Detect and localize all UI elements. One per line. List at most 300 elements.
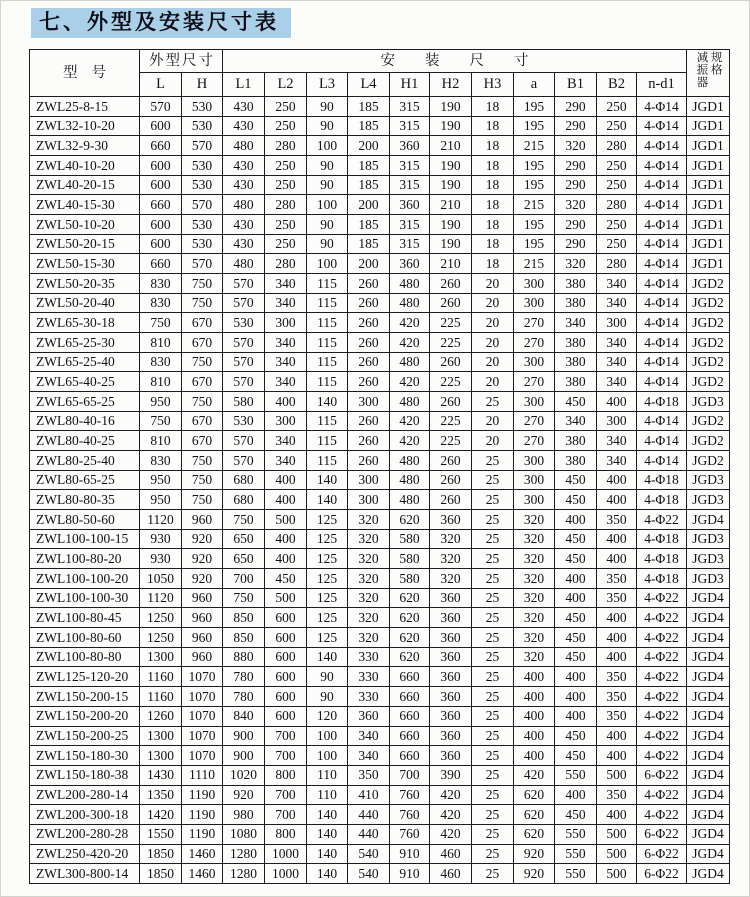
dimension-cell: 300 bbox=[514, 293, 555, 313]
damper-spec-cell: JGD3 bbox=[687, 470, 730, 490]
dimension-cell: 750 bbox=[223, 588, 265, 608]
dimension-cell: 750 bbox=[182, 451, 223, 471]
dimension-cell: 300 bbox=[265, 313, 307, 333]
dimension-cell: 360 bbox=[390, 195, 430, 215]
dimension-cell: 660 bbox=[140, 195, 182, 215]
dimension-cell: 1000 bbox=[265, 864, 307, 884]
dimension-cell: 530 bbox=[182, 215, 223, 235]
dimension-cell: 930 bbox=[140, 529, 182, 549]
dimension-cell: 810 bbox=[140, 333, 182, 353]
dimension-cell: 850 bbox=[223, 628, 265, 648]
dimension-cell: 430 bbox=[223, 215, 265, 235]
dimension-cell: 420 bbox=[430, 824, 472, 844]
model-cell: ZWL65-25-40 bbox=[30, 352, 140, 372]
dimension-cell: 350 bbox=[597, 706, 637, 726]
dimension-cell: 4-Φ14 bbox=[637, 195, 687, 215]
dimension-cell: 4-Φ22 bbox=[637, 726, 687, 746]
model-cell: ZWL65-65-25 bbox=[30, 392, 140, 412]
dimension-cell: 18 bbox=[472, 97, 514, 117]
model-cell: ZWL80-40-16 bbox=[30, 411, 140, 431]
dimension-cell: 185 bbox=[348, 116, 390, 136]
dimension-cell: 320 bbox=[348, 569, 390, 589]
dimension-cell: 25 bbox=[472, 510, 514, 530]
dimension-cell: 360 bbox=[430, 726, 472, 746]
dimension-cell: 225 bbox=[430, 372, 472, 392]
dimension-cell: 910 bbox=[390, 864, 430, 884]
dimension-cell: 400 bbox=[555, 588, 597, 608]
dimension-cell: 200 bbox=[348, 195, 390, 215]
dimension-cell: 400 bbox=[265, 470, 307, 490]
dimension-cell: 480 bbox=[223, 195, 265, 215]
dimension-cell: 260 bbox=[348, 431, 390, 451]
column-header-l1: L1 bbox=[223, 73, 265, 97]
table-row bbox=[30, 254, 730, 274]
table-row bbox=[30, 333, 730, 353]
dimension-cell: 4-Φ14 bbox=[637, 254, 687, 274]
dimension-cell: 1460 bbox=[182, 844, 223, 864]
dimension-cell: 750 bbox=[182, 470, 223, 490]
dimension-cell: 660 bbox=[390, 687, 430, 707]
table-row bbox=[30, 97, 730, 117]
dimension-cell: 90 bbox=[307, 97, 348, 117]
dimension-cell: 920 bbox=[514, 844, 555, 864]
dimension-cell: 670 bbox=[182, 313, 223, 333]
dimension-cell: 260 bbox=[348, 411, 390, 431]
dimension-cell: 1070 bbox=[182, 667, 223, 687]
dimension-cell: 430 bbox=[223, 156, 265, 176]
dimension-cell: 360 bbox=[348, 706, 390, 726]
dimension-cell: 480 bbox=[390, 293, 430, 313]
column-header-l: L bbox=[140, 73, 182, 97]
dimension-cell: 340 bbox=[555, 411, 597, 431]
dimension-cell: 480 bbox=[390, 392, 430, 412]
dimension-cell: 25 bbox=[472, 549, 514, 569]
column-header-l3: L3 bbox=[307, 73, 348, 97]
dimension-cell: 340 bbox=[265, 451, 307, 471]
dimension-cell: 115 bbox=[307, 451, 348, 471]
dimension-cell: 320 bbox=[514, 628, 555, 648]
dimension-cell: 4-Φ14 bbox=[637, 293, 687, 313]
table-row bbox=[30, 195, 730, 215]
dimension-cell: 115 bbox=[307, 352, 348, 372]
dimension-cell: 4-Φ22 bbox=[637, 588, 687, 608]
dimension-cell: 185 bbox=[348, 234, 390, 254]
dimension-cell: 570 bbox=[223, 431, 265, 451]
dimension-cell: 920 bbox=[182, 529, 223, 549]
dimension-cell: 550 bbox=[555, 844, 597, 864]
dimension-cell: 6-Φ22 bbox=[637, 844, 687, 864]
dimension-cell: 125 bbox=[307, 549, 348, 569]
model-cell: ZWL25-8-15 bbox=[30, 97, 140, 117]
dimension-cell: 880 bbox=[223, 647, 265, 667]
dimension-cell: 700 bbox=[265, 805, 307, 825]
dimension-cell: 620 bbox=[514, 785, 555, 805]
model-cell: ZWL100-80-60 bbox=[30, 628, 140, 648]
damper-spec-cell: JGD2 bbox=[687, 451, 730, 471]
damper-spec-cell: JGD2 bbox=[687, 411, 730, 431]
dimension-cell: 90 bbox=[307, 175, 348, 195]
dimension-cell: 320 bbox=[514, 608, 555, 628]
dimension-cell: 320 bbox=[555, 195, 597, 215]
dimension-cell: 600 bbox=[265, 628, 307, 648]
dimension-cell: 125 bbox=[307, 510, 348, 530]
dimension-cell: 315 bbox=[390, 215, 430, 235]
dimension-cell: 20 bbox=[472, 411, 514, 431]
dimension-cell: 670 bbox=[182, 372, 223, 392]
column-header-l4: L4 bbox=[348, 73, 390, 97]
table-row bbox=[30, 116, 730, 136]
dimension-cell: 960 bbox=[182, 628, 223, 648]
dimension-cell: 25 bbox=[472, 569, 514, 589]
dimension-cell: 1460 bbox=[182, 864, 223, 884]
table-row bbox=[30, 667, 730, 687]
dimension-cell: 340 bbox=[597, 274, 637, 294]
dimension-cell: 190 bbox=[430, 116, 472, 136]
table-row bbox=[30, 864, 730, 884]
dimension-cell: 600 bbox=[140, 116, 182, 136]
dimension-cell: 250 bbox=[265, 175, 307, 195]
column-header-a: a bbox=[514, 73, 555, 97]
dimension-cell: 340 bbox=[597, 451, 637, 471]
table-row bbox=[30, 765, 730, 785]
dimension-cell: 400 bbox=[514, 667, 555, 687]
table-row bbox=[30, 628, 730, 648]
table-row bbox=[30, 549, 730, 569]
dimension-cell: 115 bbox=[307, 372, 348, 392]
dimension-cell: 800 bbox=[265, 824, 307, 844]
dimension-cell: 660 bbox=[390, 706, 430, 726]
dimension-cell: 280 bbox=[597, 254, 637, 274]
damper-spec-cell: JGD1 bbox=[687, 234, 730, 254]
dimension-cell: 450 bbox=[555, 805, 597, 825]
dimension-cell: 100 bbox=[307, 726, 348, 746]
table-row bbox=[30, 156, 730, 176]
dimension-cell: 90 bbox=[307, 667, 348, 687]
dimension-cell: 320 bbox=[555, 254, 597, 274]
dimension-cell: 1280 bbox=[223, 864, 265, 884]
dimension-cell: 750 bbox=[140, 411, 182, 431]
dimension-cell: 550 bbox=[555, 765, 597, 785]
dimension-cell: 760 bbox=[390, 824, 430, 844]
dimension-cell: 100 bbox=[307, 746, 348, 766]
table-row bbox=[30, 529, 730, 549]
dimension-cell: 350 bbox=[597, 510, 637, 530]
damper-spec-cell: JGD1 bbox=[687, 97, 730, 117]
dimension-cell: 300 bbox=[514, 470, 555, 490]
dimension-cell: 260 bbox=[430, 352, 472, 372]
dimension-cell: 100 bbox=[307, 254, 348, 274]
dimension-cell: 340 bbox=[555, 313, 597, 333]
dimension-cell: 250 bbox=[265, 215, 307, 235]
damper-word: 减振器 bbox=[695, 51, 708, 89]
dimension-cell: 400 bbox=[597, 805, 637, 825]
dimension-cell: 1420 bbox=[140, 805, 182, 825]
dimension-cell: 260 bbox=[430, 392, 472, 412]
dimension-cell: 570 bbox=[223, 372, 265, 392]
dimension-cell: 360 bbox=[430, 667, 472, 687]
table-row bbox=[30, 470, 730, 490]
dimension-cell: 750 bbox=[140, 313, 182, 333]
dimension-cell: 280 bbox=[597, 136, 637, 156]
dimension-cell: 190 bbox=[430, 175, 472, 195]
damper-spec-cell: JGD4 bbox=[687, 864, 730, 884]
dimension-cell: 570 bbox=[140, 97, 182, 117]
dimension-cell: 195 bbox=[514, 175, 555, 195]
dimension-cell: 340 bbox=[597, 333, 637, 353]
dimensions-table bbox=[29, 49, 730, 884]
dimension-cell: 4-Φ22 bbox=[637, 706, 687, 726]
dimension-cell: 4-Φ14 bbox=[637, 333, 687, 353]
dimension-cell: 450 bbox=[555, 549, 597, 569]
dimension-cell: 910 bbox=[390, 844, 430, 864]
dimension-cell: 4-Φ14 bbox=[637, 411, 687, 431]
dimension-cell: 950 bbox=[140, 470, 182, 490]
dimension-cell: 1250 bbox=[140, 628, 182, 648]
dimension-cell: 330 bbox=[348, 647, 390, 667]
dimension-cell: 430 bbox=[223, 97, 265, 117]
dimension-cell: 140 bbox=[307, 844, 348, 864]
table-row bbox=[30, 411, 730, 431]
model-cell: ZWL65-30-18 bbox=[30, 313, 140, 333]
dimension-cell: 360 bbox=[430, 647, 472, 667]
model-cell: ZWL32-9-30 bbox=[30, 136, 140, 156]
column-group-installation-dimensions: 安装尺寸 bbox=[223, 50, 687, 73]
dimension-cell: 380 bbox=[555, 274, 597, 294]
dimension-cell: 25 bbox=[472, 451, 514, 471]
dimension-cell: 840 bbox=[223, 706, 265, 726]
model-cell: ZWL200-280-28 bbox=[30, 824, 140, 844]
table-row bbox=[30, 687, 730, 707]
dimension-cell: 700 bbox=[265, 785, 307, 805]
dimension-cell: 400 bbox=[555, 706, 597, 726]
table-row bbox=[30, 706, 730, 726]
dimension-cell: 580 bbox=[390, 529, 430, 549]
dimension-cell: 20 bbox=[472, 293, 514, 313]
table-row bbox=[30, 234, 730, 254]
damper-spec-cell: JGD2 bbox=[687, 274, 730, 294]
dimension-cell: 140 bbox=[307, 470, 348, 490]
dimension-cell: 340 bbox=[265, 431, 307, 451]
dimension-cell: 250 bbox=[597, 175, 637, 195]
dimension-cell: 700 bbox=[265, 746, 307, 766]
damper-spec-cell: JGD4 bbox=[687, 746, 730, 766]
dimension-cell: 360 bbox=[430, 588, 472, 608]
dimension-cell: 4-Φ14 bbox=[637, 215, 687, 235]
dimension-cell: 125 bbox=[307, 569, 348, 589]
dimension-cell: 340 bbox=[265, 352, 307, 372]
model-cell: ZWL125-120-20 bbox=[30, 667, 140, 687]
dimension-cell: 320 bbox=[430, 529, 472, 549]
damper-spec-cell: JGD4 bbox=[687, 726, 730, 746]
dimension-cell: 400 bbox=[597, 608, 637, 628]
dimension-cell: 600 bbox=[265, 647, 307, 667]
dimension-cell: 360 bbox=[430, 608, 472, 628]
dimension-cell: 260 bbox=[348, 293, 390, 313]
dimension-cell: 400 bbox=[265, 392, 307, 412]
table-row bbox=[30, 824, 730, 844]
dimension-cell: 1550 bbox=[140, 824, 182, 844]
dimension-cell: 250 bbox=[597, 234, 637, 254]
dimension-cell: 1190 bbox=[182, 785, 223, 805]
dimension-cell: 260 bbox=[348, 313, 390, 333]
dimension-cell: 315 bbox=[390, 116, 430, 136]
model-cell: ZWL50-20-35 bbox=[30, 274, 140, 294]
dimension-cell: 600 bbox=[265, 687, 307, 707]
dimension-cell: 340 bbox=[265, 274, 307, 294]
dimension-cell: 360 bbox=[430, 628, 472, 648]
dimension-cell: 25 bbox=[472, 785, 514, 805]
dimension-cell: 440 bbox=[348, 805, 390, 825]
dimension-cell: 4-Φ18 bbox=[637, 569, 687, 589]
dimension-cell: 125 bbox=[307, 608, 348, 628]
damper-spec-cell: JGD3 bbox=[687, 569, 730, 589]
dimension-cell: 550 bbox=[555, 824, 597, 844]
dimension-cell: 215 bbox=[514, 136, 555, 156]
dimension-cell: 700 bbox=[390, 765, 430, 785]
dimension-cell: 320 bbox=[348, 529, 390, 549]
dimension-cell: 400 bbox=[597, 549, 637, 569]
dimension-cell: 400 bbox=[514, 726, 555, 746]
dimension-cell: 750 bbox=[182, 352, 223, 372]
dimension-cell: 1300 bbox=[140, 726, 182, 746]
dimension-cell: 380 bbox=[555, 333, 597, 353]
damper-spec-cell: JGD1 bbox=[687, 116, 730, 136]
dimension-cell: 450 bbox=[555, 529, 597, 549]
dimension-cell: 960 bbox=[182, 647, 223, 667]
dimension-cell: 290 bbox=[555, 97, 597, 117]
dimension-cell: 450 bbox=[555, 608, 597, 628]
dimension-cell: 420 bbox=[390, 431, 430, 451]
dimension-cell: 450 bbox=[555, 746, 597, 766]
dimension-cell: 25 bbox=[472, 628, 514, 648]
dimension-cell: 360 bbox=[390, 254, 430, 274]
dimension-cell: 20 bbox=[472, 333, 514, 353]
model-cell: ZWL80-65-25 bbox=[30, 470, 140, 490]
dimension-cell: 950 bbox=[140, 392, 182, 412]
dimension-cell: 260 bbox=[348, 451, 390, 471]
damper-spec-label bbox=[687, 51, 729, 95]
dimension-cell: 1350 bbox=[140, 785, 182, 805]
dimension-cell: 4-Φ18 bbox=[637, 490, 687, 510]
dimension-cell: 120 bbox=[307, 706, 348, 726]
dimension-cell: 4-Φ14 bbox=[637, 116, 687, 136]
dimension-cell: 1070 bbox=[182, 746, 223, 766]
dimension-cell: 1160 bbox=[140, 687, 182, 707]
dimension-cell: 830 bbox=[140, 274, 182, 294]
model-cell: ZWL40-15-30 bbox=[30, 195, 140, 215]
dimension-cell: 530 bbox=[182, 175, 223, 195]
dimension-cell: 500 bbox=[597, 765, 637, 785]
dimension-cell: 570 bbox=[182, 136, 223, 156]
dimension-cell: 6-Φ22 bbox=[637, 864, 687, 884]
damper-spec-cell: JGD4 bbox=[687, 765, 730, 785]
column-group-outline-dimensions: 外型尺寸 bbox=[140, 50, 223, 73]
dimension-cell: 115 bbox=[307, 333, 348, 353]
dimension-cell: 420 bbox=[390, 333, 430, 353]
table-row bbox=[30, 313, 730, 333]
dimension-cell: 450 bbox=[555, 647, 597, 667]
dimension-cell: 210 bbox=[430, 254, 472, 274]
dimension-cell: 4-Φ22 bbox=[637, 687, 687, 707]
dimension-cell: 25 bbox=[472, 608, 514, 628]
dimension-cell: 800 bbox=[265, 765, 307, 785]
dimension-cell: 185 bbox=[348, 156, 390, 176]
dimension-cell: 960 bbox=[182, 608, 223, 628]
dimension-cell: 1120 bbox=[140, 588, 182, 608]
table-row bbox=[30, 451, 730, 471]
dimension-cell: 850 bbox=[223, 608, 265, 628]
dimension-cell: 680 bbox=[223, 490, 265, 510]
dimension-cell: 195 bbox=[514, 97, 555, 117]
dimension-cell: 190 bbox=[430, 234, 472, 254]
dimension-cell: 950 bbox=[140, 490, 182, 510]
column-header-h3: H3 bbox=[472, 73, 514, 97]
dimension-cell: 25 bbox=[472, 490, 514, 510]
dimension-cell: 480 bbox=[390, 490, 430, 510]
dimension-cell: 750 bbox=[223, 510, 265, 530]
dimension-cell: 185 bbox=[348, 215, 390, 235]
dimension-cell: 140 bbox=[307, 392, 348, 412]
dimension-cell: 410 bbox=[348, 785, 390, 805]
dimension-cell: 300 bbox=[514, 392, 555, 412]
dimension-cell: 750 bbox=[182, 274, 223, 294]
dimension-cell: 300 bbox=[348, 470, 390, 490]
dimension-cell: 530 bbox=[182, 97, 223, 117]
dimension-cell: 920 bbox=[182, 549, 223, 569]
dimension-cell: 90 bbox=[307, 156, 348, 176]
dimension-cell: 225 bbox=[430, 313, 472, 333]
column-header-model: 型号 bbox=[30, 50, 140, 97]
dimension-cell: 420 bbox=[390, 411, 430, 431]
dimension-cell: 115 bbox=[307, 274, 348, 294]
dimension-cell: 400 bbox=[555, 510, 597, 530]
dimension-cell: 100 bbox=[307, 195, 348, 215]
dimension-cell: 400 bbox=[265, 549, 307, 569]
dimension-cell: 340 bbox=[348, 746, 390, 766]
damper-spec-cell: JGD4 bbox=[687, 510, 730, 530]
dimension-cell: 1300 bbox=[140, 746, 182, 766]
dimension-cell: 90 bbox=[307, 215, 348, 235]
dimension-cell: 18 bbox=[472, 175, 514, 195]
dimension-cell: 4-Φ18 bbox=[637, 392, 687, 412]
dimension-cell: 315 bbox=[390, 175, 430, 195]
dimension-cell: 900 bbox=[223, 746, 265, 766]
dimension-cell: 620 bbox=[390, 628, 430, 648]
dimension-cell: 20 bbox=[472, 313, 514, 333]
model-cell: ZWL200-280-14 bbox=[30, 785, 140, 805]
model-cell: ZWL80-40-25 bbox=[30, 431, 140, 451]
model-cell: ZWL300-800-14 bbox=[30, 864, 140, 884]
model-cell: ZWL65-25-30 bbox=[30, 333, 140, 353]
dimension-cell: 260 bbox=[430, 451, 472, 471]
dimension-cell: 315 bbox=[390, 234, 430, 254]
model-cell: ZWL150-200-25 bbox=[30, 726, 140, 746]
dimension-cell: 400 bbox=[597, 628, 637, 648]
dimension-cell: 4-Φ22 bbox=[637, 785, 687, 805]
dimension-cell: 450 bbox=[265, 569, 307, 589]
damper-spec-cell: JGD1 bbox=[687, 156, 730, 176]
dimension-cell: 1250 bbox=[140, 608, 182, 628]
damper-spec-cell: JGD1 bbox=[687, 136, 730, 156]
dimension-cell: 340 bbox=[348, 726, 390, 746]
dimension-cell: 830 bbox=[140, 352, 182, 372]
dimension-cell: 400 bbox=[597, 529, 637, 549]
dimension-cell: 315 bbox=[390, 97, 430, 117]
dimension-cell: 450 bbox=[555, 392, 597, 412]
table-header bbox=[30, 50, 730, 97]
dimension-cell: 270 bbox=[514, 411, 555, 431]
dimension-cell: 400 bbox=[265, 490, 307, 510]
